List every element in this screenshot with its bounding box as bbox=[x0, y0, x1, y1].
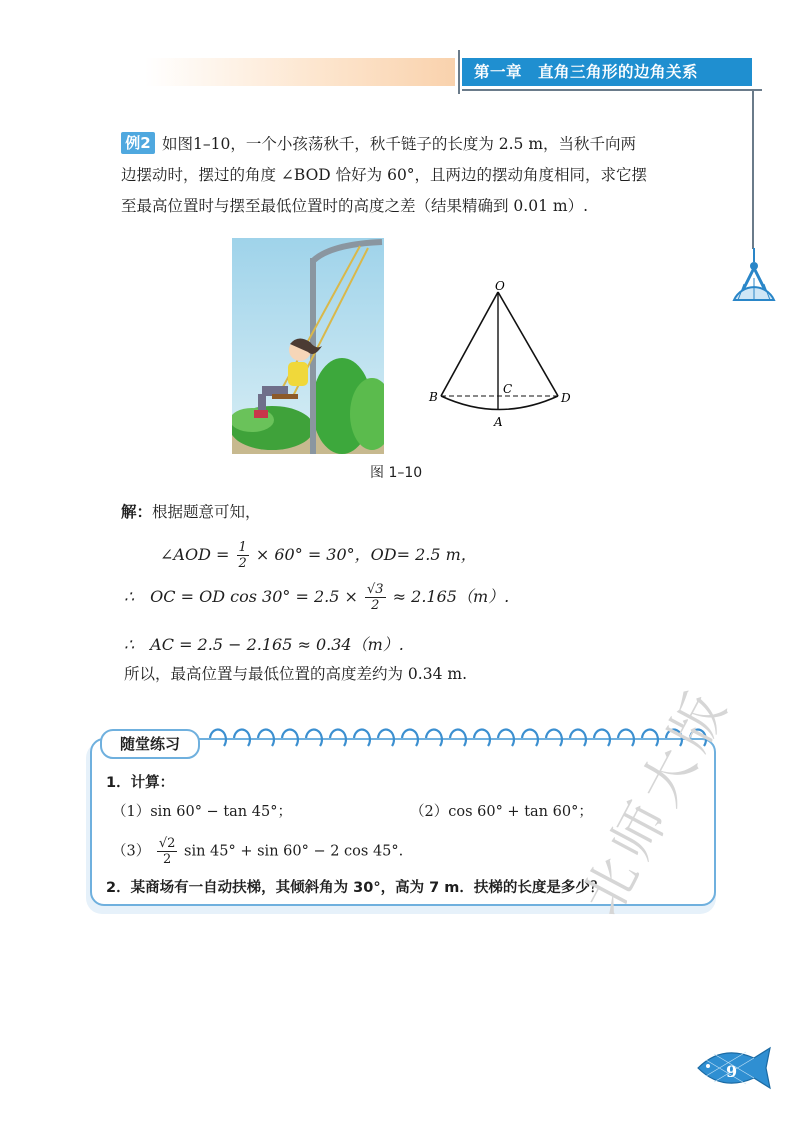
eq1-left: ∠AOD = bbox=[160, 545, 230, 564]
solution-conclusion: 所以，最高位置与最低位置的高度差约为 0.34 m. bbox=[124, 665, 467, 683]
header-gradient-bar bbox=[145, 58, 455, 86]
question-1b: （2）cos 60° + tan 60°； bbox=[410, 804, 593, 820]
solution-label: 解： bbox=[121, 503, 153, 521]
question-1-label: 1．计算： bbox=[106, 775, 175, 791]
eq2-left: ∴ OC = OD cos 30° = 2.5 × bbox=[124, 587, 358, 606]
equation-1 bbox=[160, 540, 477, 571]
eq2-numerator: √3 bbox=[367, 582, 384, 597]
chapter-title: 第一章 直角三角形的边角关系 bbox=[462, 58, 752, 86]
equation-3: ∴ AC = 2.5 − 2.165 ≈ 0.34（m）. bbox=[124, 635, 404, 654]
header-rule bbox=[462, 89, 762, 91]
equation-2 bbox=[124, 582, 509, 613]
page-number: 9 bbox=[726, 1062, 738, 1081]
eq1-numerator: 1 bbox=[238, 540, 247, 555]
eq1-right: × 60° = 30°，OD= 2.5 m， bbox=[255, 545, 477, 564]
q1c-postfix: sin 45° + sin 60° − 2 cos 45°. bbox=[184, 843, 404, 860]
question-2: 2．某商场有一自动扶梯，其倾斜角为 30°，高为 7 m．扶梯的长度是多少？ bbox=[106, 880, 605, 896]
q1c-numerator: √2 bbox=[158, 836, 176, 851]
eq2-right: ≈ 2.165（m）. bbox=[392, 587, 510, 606]
watermark-text: 北师大版 bbox=[569, 676, 742, 925]
q1c-fraction bbox=[157, 836, 178, 867]
eq2-denominator: 2 bbox=[371, 598, 380, 613]
header-divider bbox=[458, 50, 460, 94]
solution-intro-text: 根据题意可知， bbox=[152, 503, 261, 521]
label-O: O bbox=[495, 279, 505, 293]
eq1-fraction bbox=[237, 540, 249, 571]
side-rule bbox=[752, 89, 754, 249]
example-line-2: 边摆动时，摆过的角度 ∠BOD 恰好为 60°，且两边的摆动角度相同，求它摆 bbox=[121, 166, 648, 184]
eq1-denominator: 2 bbox=[238, 556, 247, 571]
figure-caption: 图 1–10 bbox=[370, 465, 423, 481]
exercise-title: 随堂练习 bbox=[100, 729, 200, 759]
label-C: C bbox=[503, 382, 513, 396]
cone-diagram bbox=[425, 278, 575, 433]
question-1a: （1）sin 60° − tan 45°； bbox=[112, 804, 292, 820]
example-badge: 例2 bbox=[121, 132, 155, 154]
label-A: A bbox=[494, 415, 503, 429]
swing-illustration bbox=[232, 238, 384, 454]
q1c-prefix: （3） bbox=[112, 843, 151, 860]
example-line-3: 至最高位置时与摆至最低位置时的高度之差（结果精确到 0.01 m）. bbox=[121, 197, 588, 215]
eq2-fraction bbox=[365, 582, 386, 613]
q1c-denominator: 2 bbox=[162, 852, 172, 867]
question-1c bbox=[112, 836, 403, 867]
compass-icon bbox=[728, 248, 782, 308]
label-B: B bbox=[429, 390, 438, 404]
label-D: D bbox=[561, 391, 571, 405]
solution-intro bbox=[121, 502, 261, 522]
example-line-1: 如图1–10，一个小孩荡秋千，秋千链子的长度为 2.5 m，当秋千向两 bbox=[162, 135, 637, 153]
